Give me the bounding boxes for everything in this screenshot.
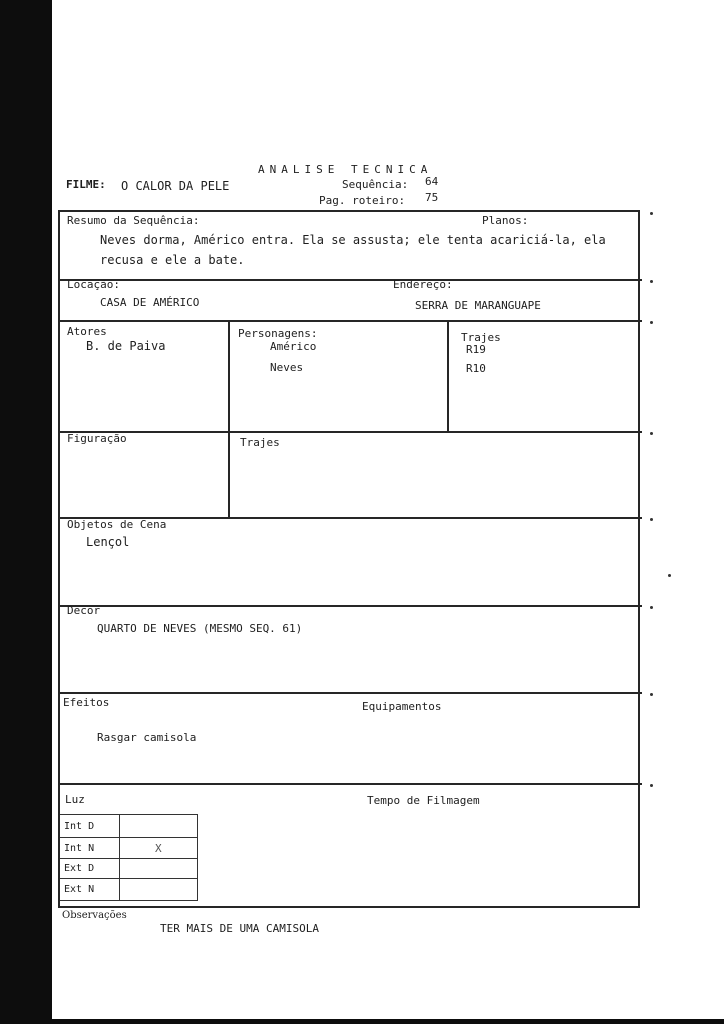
locacao-label: Locação: bbox=[67, 278, 120, 291]
pag-roteiro-value: 75 bbox=[425, 191, 439, 204]
planos-label: Planos: bbox=[482, 214, 529, 227]
objetos-value: Lençol bbox=[86, 535, 130, 549]
form-title: ANALISE TECNICA bbox=[258, 163, 433, 176]
decor-label: Decor bbox=[67, 604, 101, 617]
endereco-value: SERRA DE MARANGUAPE bbox=[415, 299, 541, 312]
objetos-label: Objetos de Cena bbox=[67, 518, 167, 531]
observacoes-value: TER MAIS DE UMA CAMISOLA bbox=[160, 922, 319, 935]
observacoes-label: Observações bbox=[62, 910, 127, 921]
efeitos-label: Efeitos bbox=[63, 696, 110, 709]
sequencia-value: 64 bbox=[425, 175, 439, 188]
scan-edge-bottom bbox=[0, 1019, 724, 1024]
resumo-line-1: Neves dorma, Américo entra. Ela se assusta; ele tenta acariciá-la, ela bbox=[100, 233, 606, 247]
atores-label: Atores bbox=[67, 325, 107, 338]
luz-row-label: Int N bbox=[64, 843, 95, 854]
decor-value: QUARTO DE NEVES (MESMO SEQ. 61) bbox=[97, 622, 303, 635]
personagem-item: Neves bbox=[270, 361, 304, 374]
filme-value: O CALOR DA PELE bbox=[121, 179, 230, 193]
endereco-label: Endereço: bbox=[393, 278, 453, 291]
tempo-filmagem-label: Tempo de Filmagem bbox=[367, 794, 480, 807]
luz-row-mark: X bbox=[155, 842, 162, 855]
personagem-item: Américo bbox=[270, 340, 317, 353]
efeitos-value: Rasgar camisola bbox=[97, 731, 197, 744]
traje-item: R10 bbox=[466, 362, 486, 375]
equipamentos-label: Equipamentos bbox=[362, 700, 442, 713]
resumo-line-2: recusa e ele a bate. bbox=[100, 253, 245, 267]
traje-item: R19 bbox=[466, 343, 486, 356]
scan-edge-left bbox=[0, 0, 52, 1024]
luz-row-label: Int D bbox=[64, 821, 95, 832]
filme-label: FILME: bbox=[66, 178, 106, 191]
figuracao-trajes-label: Trajes bbox=[240, 436, 280, 449]
sequencia-label: Sequência: bbox=[342, 178, 409, 191]
ator-item: B. de Paiva bbox=[86, 339, 166, 353]
luz-row-label: Ext D bbox=[64, 863, 95, 874]
resumo-label: Resumo da Sequência: bbox=[67, 214, 200, 227]
luz-label: Luz bbox=[65, 793, 85, 806]
pag-roteiro-label: Pag. roteiro: bbox=[319, 194, 406, 207]
luz-row-label: Ext N bbox=[64, 884, 95, 895]
personagens-label: Personagens: bbox=[238, 327, 318, 340]
locacao-value: CASA DE AMÉRICO bbox=[100, 296, 200, 309]
trajes-label: Trajes bbox=[461, 331, 501, 344]
figuracao-label: Figuração bbox=[67, 432, 127, 445]
